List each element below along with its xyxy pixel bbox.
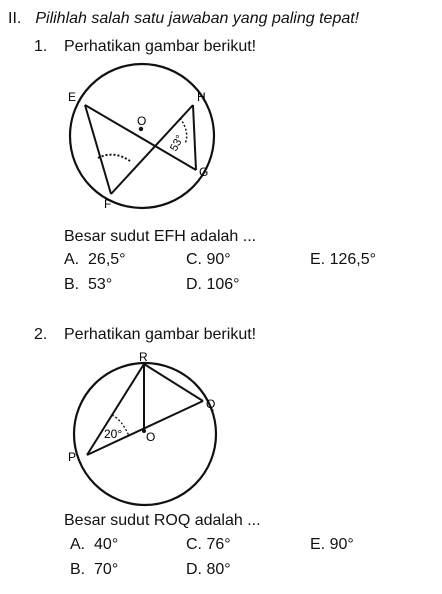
q2-label-p: P — [68, 450, 77, 464]
q1-circle — [70, 64, 214, 208]
q1-angle-label: 53° — [168, 133, 187, 154]
q2-option-a-letter: A. — [70, 536, 86, 553]
q2-option-e-value: 90° — [329, 536, 354, 553]
question-1-number: 1. — [34, 38, 48, 55]
question-1-text: Besar sudut EFH adalah ... — [64, 228, 257, 245]
q1-label-e: E — [68, 90, 77, 104]
q1-option-c[interactable] — [186, 251, 231, 269]
q1-option-a-value: 26,5° — [88, 251, 126, 268]
q2-option-b-value: 70° — [94, 561, 119, 578]
q2-option-b-letter: B. — [70, 561, 86, 578]
q1-option-d[interactable] — [186, 276, 240, 294]
q2-option-a-value: 40° — [94, 536, 119, 553]
q1-angle-arc-f — [98, 155, 130, 161]
q2-option-a[interactable] — [70, 536, 118, 554]
q2-option-e[interactable] — [310, 536, 354, 554]
q1-option-c-letter: C. — [186, 251, 202, 268]
q1-option-e-letter: E. — [310, 251, 326, 268]
q2-angle-label: 20° — [104, 427, 123, 441]
q1-label-h: H — [197, 90, 206, 104]
q1-label-g: G — [199, 165, 209, 179]
q2-option-d-value: 80° — [206, 561, 231, 578]
section-instruction: Pilihlah salah satu jawaban yang paling tepat! — [35, 10, 360, 27]
q1-option-a[interactable] — [64, 251, 126, 269]
q1-option-e-value: 126,5° — [329, 251, 377, 268]
q2-label-o: O — [146, 430, 156, 444]
q2-option-b[interactable] — [70, 561, 118, 579]
question-2-text: Besar sudut ROQ adalah ... — [64, 512, 261, 529]
q2-option-c-letter: C. — [186, 536, 202, 553]
q1-option-d-value: 106° — [206, 276, 240, 293]
q1-option-a-letter: A. — [64, 251, 80, 268]
question-1-prompt: Perhatikan gambar berikut! — [64, 38, 257, 55]
q1-option-b-value: 53° — [88, 276, 113, 293]
q1-option-e[interactable] — [310, 251, 376, 269]
section-roman: II. — [8, 10, 22, 27]
question-2-number: 2. — [34, 326, 48, 343]
q1-option-c-value: 90° — [206, 251, 231, 268]
q2-option-d-letter: D. — [186, 561, 202, 578]
q1-option-b-letter: B. — [64, 276, 80, 293]
q1-label-f: F — [104, 197, 112, 211]
question-2-prompt: Perhatikan gambar berikut! — [64, 326, 257, 343]
q1-option-d-letter: D. — [186, 276, 202, 293]
q2-option-e-letter: E. — [310, 536, 326, 553]
q2-label-r: R — [139, 350, 148, 364]
q2-option-c-value: 76° — [206, 536, 231, 553]
q1-option-b[interactable] — [64, 276, 112, 294]
q1-chord-hg — [193, 105, 196, 170]
q2-label-q: Q — [206, 397, 216, 411]
q1-label-o: O — [137, 114, 147, 128]
q2-option-d[interactable] — [186, 561, 231, 579]
q2-option-c[interactable] — [186, 536, 231, 554]
